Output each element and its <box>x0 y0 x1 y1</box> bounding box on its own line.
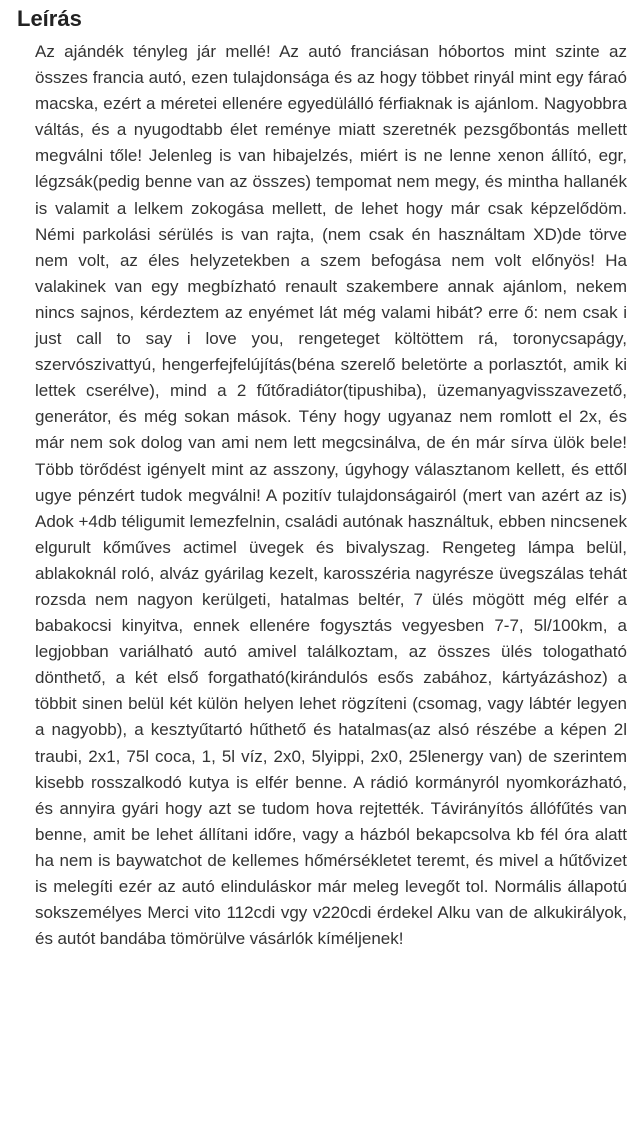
section-title: Leírás <box>17 6 82 31</box>
description-text: Az ajándék tényleg jár mellé! Az autó franciásan hóbortos mint szinte az összes francia autó, ezen tulajdonsága és az hogy többet rinyál mint egy fáraó macska, ezért a méretei ellenére egyedülálló férfiaknak is ajánlom. Nagyobbra váltás, és a nyugodtabb élet reménye miatt szeretnék pezsgőbontás mellett megválni tőle! Jelenleg is van hibajelzés, miért is ne lenne xenon állító, egr, légzsák(pedig benne van az összes) tempomat nem megy, és mintha hallanék is valamit a lelkem zokogása mellett, de lehet hogy már csak képzelődöm. Némi parkolási sérülés is van rajta, (nem csak én használtam XD)de törve nem volt, az éles helyzetekben a szem befogása nem volt előnyös! Ha valakinek van egy megbízható renault szakembere annak ajánlom, nekem nincs sajnos, kérdeztem az enyémet lát még valami hibát? erre ő: nem csak i just call to say i love you, rengeteget költöttem rá, toronycsapágy, szervószivattyú, hengerfejfelújítás(béna szerelő beletörte a porlasztót, amik ki lettek cserélve), mind a 2 fűtőradiátor(tipushiba), üzemanyagvisszavezető, generátor, és még sokan mások. Tény hogy ugyanaz nem romlott el 2x, és már nem sok dolog van ami nem lett megcsinálva, de én már sírva ülök bele! Több törődést igényelt mint az asszony, úgyhogy választanom kellett, és ettől ugye pénzért tudok megválni! A pozitív tulajdonságairól (mert van azért az is) Adok +4db téligumit lemezfelnin, családi autónak használtuk, ebben nincsenek elgurult kőműves actimel üvegek és bivalyszag. Rengeteg lámpa belül, ablakoknál roló, alváz gyárilag kezelt, karosszéria nagyrésze üvegszálas tehát rozsda nem nagyon kerülgeti, hatalmas beltér, 7 ülés mögött még elfér a babakocsi kinyitva, ennek ellenére fogysztás vegyesben 7-7, 5l/100km, a legjobban variálható autó amivel találkoztam, az összes ülés tologatható dönthető, a két első forgatható(kirándulós esős zabához, kártyázáshoz) a többit sinen belül két külön helyen lehet rögzíteni (csomag, vagy lábtér legyen a nagyobb), a kesztyűtartó hűthető és hatalmas(az alsó részébe a képen 2l traubi, 2x1, 75l coca, 1, 5l víz, 2x0, 5lyippi, 2x0, 25lenergy van) de szerintem kisebb rosszalkodó kutya is elfér benne. A rádió kormányról nyomkorázható, és annyira gyári hogy azt se tudom hova rejtették. Távirányítós állófűtés van benne, amit be lehet állítani időre, vagy a házból bekapcsolva kb fél óra alatt ha nem is baywatchot de kellemes hőmérsékletet teremt, és mivel a hűtővizet is melegíti ezér az autó elinduláskor már meleg levegőt tol. Normális állapotú sokszemélyes Merci vito 112cdi vgy v220cdi érdekel Alku van de alkukirályok, és autót bandába tömörülve vásárlók kíméljenek! <box>35 42 627 949</box>
